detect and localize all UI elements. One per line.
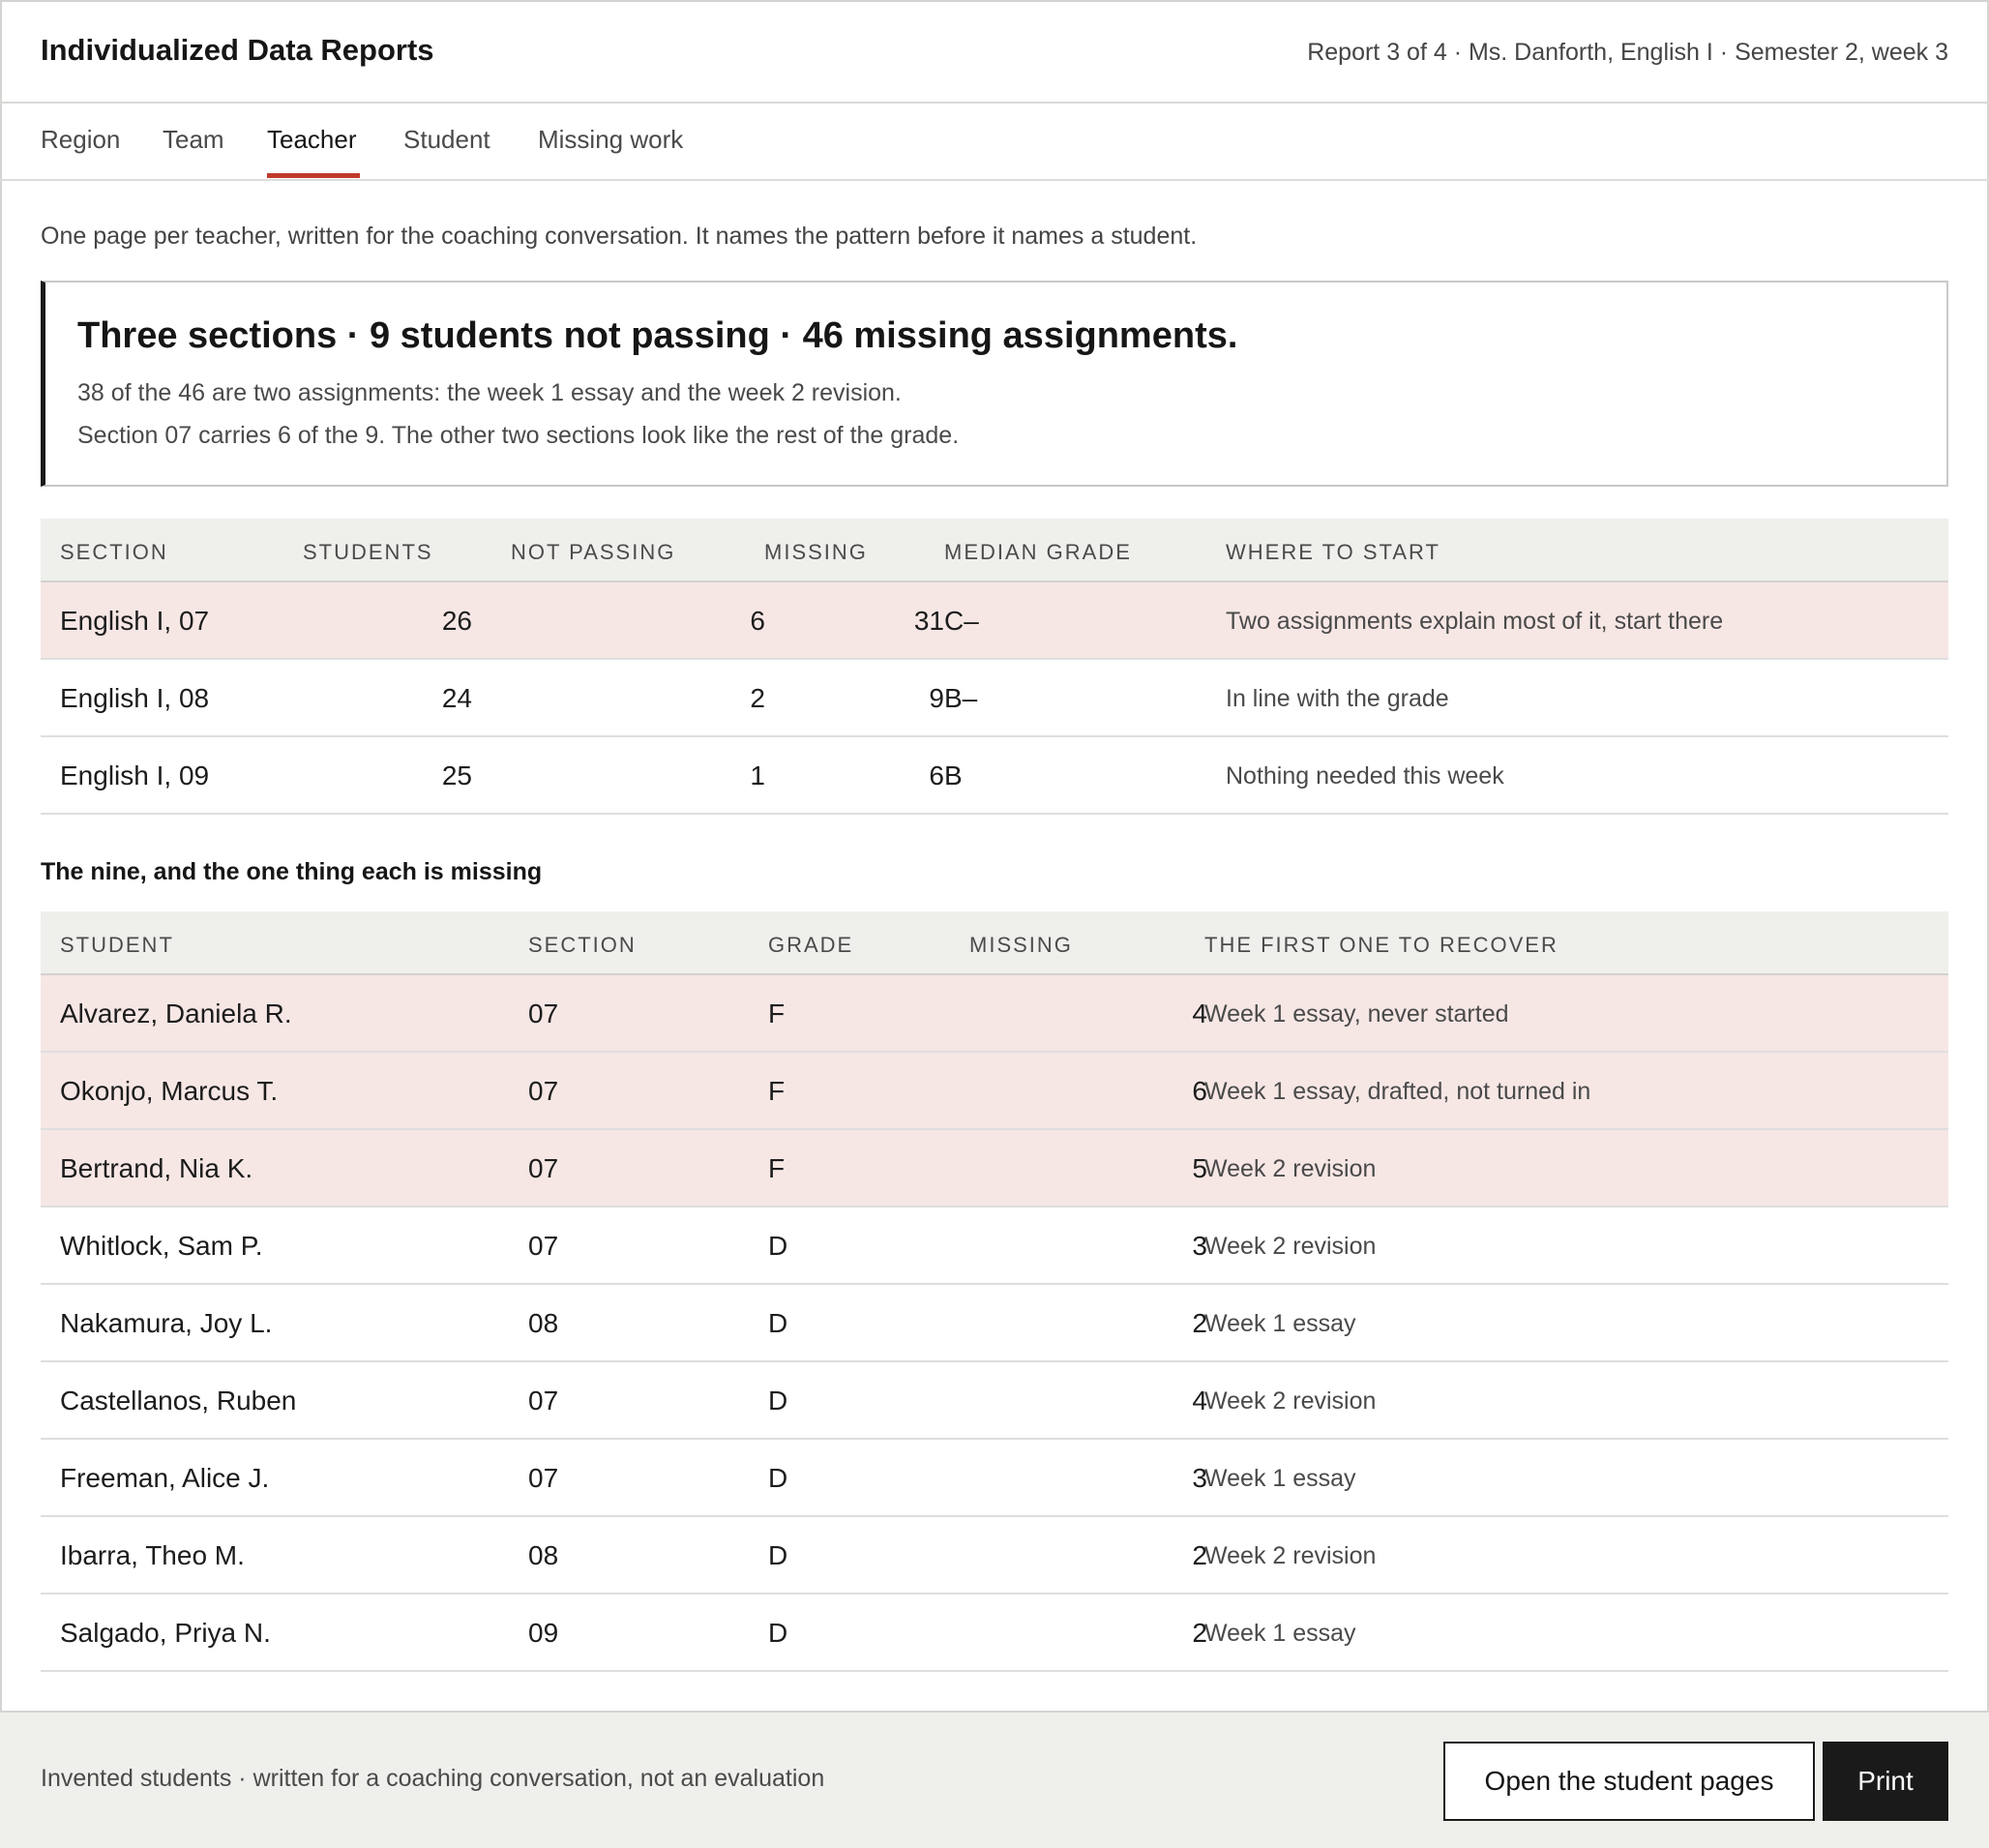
first-to-recover: Week 2 revision [1204, 1542, 1377, 1569]
column-header: STUDENTS [303, 540, 433, 564]
report-tabs [0, 104, 1989, 181]
student-grade: F [768, 1076, 786, 1106]
first-to-recover: Week 2 revision [1204, 1155, 1377, 1182]
student-section: 07 [528, 1463, 559, 1493]
where-to-start: In line with the grade [1226, 685, 1449, 712]
not-passing-count: 6 [750, 606, 765, 636]
summary-callout [41, 281, 1948, 487]
median-grade: C– [944, 606, 979, 636]
missing-count: 5 [1192, 1153, 1207, 1183]
column-header: THE FIRST ONE TO RECOVER [1204, 933, 1559, 957]
column-header: MEDIAN GRADE [944, 540, 1132, 564]
section-name: English I, 09 [60, 760, 210, 790]
tab-student[interactable]: Student [403, 125, 490, 154]
tab-region[interactable]: Region [41, 125, 121, 154]
print-button[interactable]: Print [1823, 1742, 1948, 1821]
missing-count: 3 [1192, 1463, 1207, 1493]
tab-team[interactable]: Team [163, 125, 224, 154]
student-name: Alvarez, Daniela R. [60, 999, 292, 1028]
student-grade: D [768, 1308, 788, 1338]
column-header: SECTION [528, 933, 637, 957]
first-to-recover: Week 2 revision [1204, 1387, 1377, 1415]
first-to-recover: Week 1 essay [1204, 1310, 1356, 1337]
first-to-recover: Week 1 essay [1204, 1620, 1356, 1647]
student-section: 07 [528, 1386, 559, 1416]
app-title: Individualized Data Reports [41, 33, 434, 67]
missing-count: 9 [929, 683, 944, 713]
table-row[interactable] [41, 582, 1948, 660]
students-heading: The nine, and the one thing each is missing [41, 858, 543, 885]
student-grade: F [768, 1153, 786, 1183]
student-section: 08 [528, 1308, 559, 1338]
first-to-recover: Week 1 essay [1204, 1465, 1356, 1492]
student-name: Castellanos, Ruben [60, 1386, 297, 1416]
student-grade: D [768, 1540, 788, 1570]
first-to-recover: Week 2 revision [1204, 1233, 1377, 1260]
student-section: 07 [528, 1076, 559, 1106]
student-name: Whitlock, Sam P. [60, 1231, 263, 1261]
student-name: Freeman, Alice J. [60, 1463, 270, 1493]
column-header: STUDENT [60, 933, 174, 957]
student-grade: D [768, 1231, 788, 1261]
page-intro: One page per teacher, written for the coaching conversation. It names the pattern before it names a student. [41, 223, 1198, 250]
where-to-start: Two assignments explain most of it, start there [1226, 608, 1724, 635]
column-header: MISSING [969, 933, 1073, 957]
students-table [41, 911, 1948, 1672]
tab-missing-work[interactable]: Missing work [538, 125, 684, 154]
missing-count: 2 [1192, 1618, 1207, 1648]
summary-line: Section 07 carries 6 of the 9. The other two sections look like the rest of the grade. [77, 422, 960, 449]
section-name: English I, 08 [60, 683, 210, 713]
tab-teacher[interactable]: Teacher [267, 125, 357, 154]
missing-count: 3 [1192, 1231, 1207, 1261]
table-row[interactable] [41, 1517, 1948, 1595]
table-row[interactable] [41, 737, 1948, 815]
table-row[interactable] [41, 1053, 1948, 1130]
table-row[interactable] [41, 1440, 1948, 1517]
table-header [41, 519, 1948, 582]
student-name: Nakamura, Joy L. [60, 1308, 273, 1338]
student-grade: D [768, 1618, 788, 1648]
column-header: WHERE TO START [1226, 540, 1440, 564]
student-section: 07 [528, 1153, 559, 1183]
students-count: 24 [441, 683, 472, 713]
student-name: Bertrand, Nia K. [60, 1153, 253, 1183]
table-header [41, 911, 1948, 975]
student-grade: F [768, 999, 786, 1028]
student-grade: D [768, 1386, 788, 1416]
student-name: Salgado, Priya N. [60, 1618, 271, 1648]
missing-count: 2 [1192, 1308, 1207, 1338]
where-to-start: Nothing needed this week [1226, 762, 1504, 790]
students-count: 25 [441, 760, 472, 790]
summary-headline: Three sections · 9 students not passing · 46 missing assignments. [77, 315, 1238, 356]
column-header: SECTION [60, 540, 168, 564]
report-meta: Report 3 of 4 · Ms. Danforth, English I · Semester 2, week 3 [1307, 39, 1948, 66]
footer-bar [0, 1711, 1989, 1848]
median-grade: B [944, 760, 963, 790]
table-row[interactable] [41, 1285, 1948, 1362]
table-row[interactable] [41, 975, 1948, 1053]
active-tab-indicator [267, 173, 360, 178]
table-row[interactable] [41, 1595, 1948, 1672]
missing-count: 31 [913, 606, 944, 636]
missing-count: 2 [1192, 1540, 1207, 1570]
table-row[interactable] [41, 1207, 1948, 1285]
summary-line: 38 of the 46 are two assignments: the week 1 essay and the week 2 revision. [77, 379, 902, 406]
students-count: 26 [441, 606, 472, 636]
app-header [0, 0, 1989, 104]
table-row[interactable] [41, 660, 1948, 737]
column-header: NOT PASSING [511, 540, 676, 564]
column-header: MISSING [764, 540, 868, 564]
footer-note: Invented students · written for a coaching conversation, not an evaluation [41, 1765, 825, 1792]
missing-count: 4 [1192, 1386, 1207, 1416]
student-name: Ibarra, Theo M. [60, 1540, 245, 1570]
missing-count: 4 [1192, 999, 1207, 1028]
missing-count: 6 [929, 760, 944, 790]
student-grade: D [768, 1463, 788, 1493]
table-row[interactable] [41, 1130, 1948, 1207]
first-to-recover: Week 1 essay, drafted, not turned in [1204, 1078, 1591, 1105]
sections-table [41, 519, 1948, 815]
column-header: GRADE [768, 933, 854, 957]
student-section: 07 [528, 1231, 559, 1261]
open-student-pages-button[interactable]: Open the student pages [1443, 1742, 1815, 1821]
student-section: 08 [528, 1540, 559, 1570]
section-name: English I, 07 [60, 606, 210, 636]
median-grade: B– [944, 683, 978, 713]
first-to-recover: Week 1 essay, never started [1204, 1000, 1509, 1028]
student-section: 07 [528, 999, 559, 1028]
table-row[interactable] [41, 1362, 1948, 1440]
not-passing-count: 1 [750, 760, 765, 790]
not-passing-count: 2 [750, 683, 765, 713]
student-section: 09 [528, 1618, 559, 1648]
missing-count: 6 [1192, 1076, 1207, 1106]
student-name: Okonjo, Marcus T. [60, 1076, 279, 1106]
